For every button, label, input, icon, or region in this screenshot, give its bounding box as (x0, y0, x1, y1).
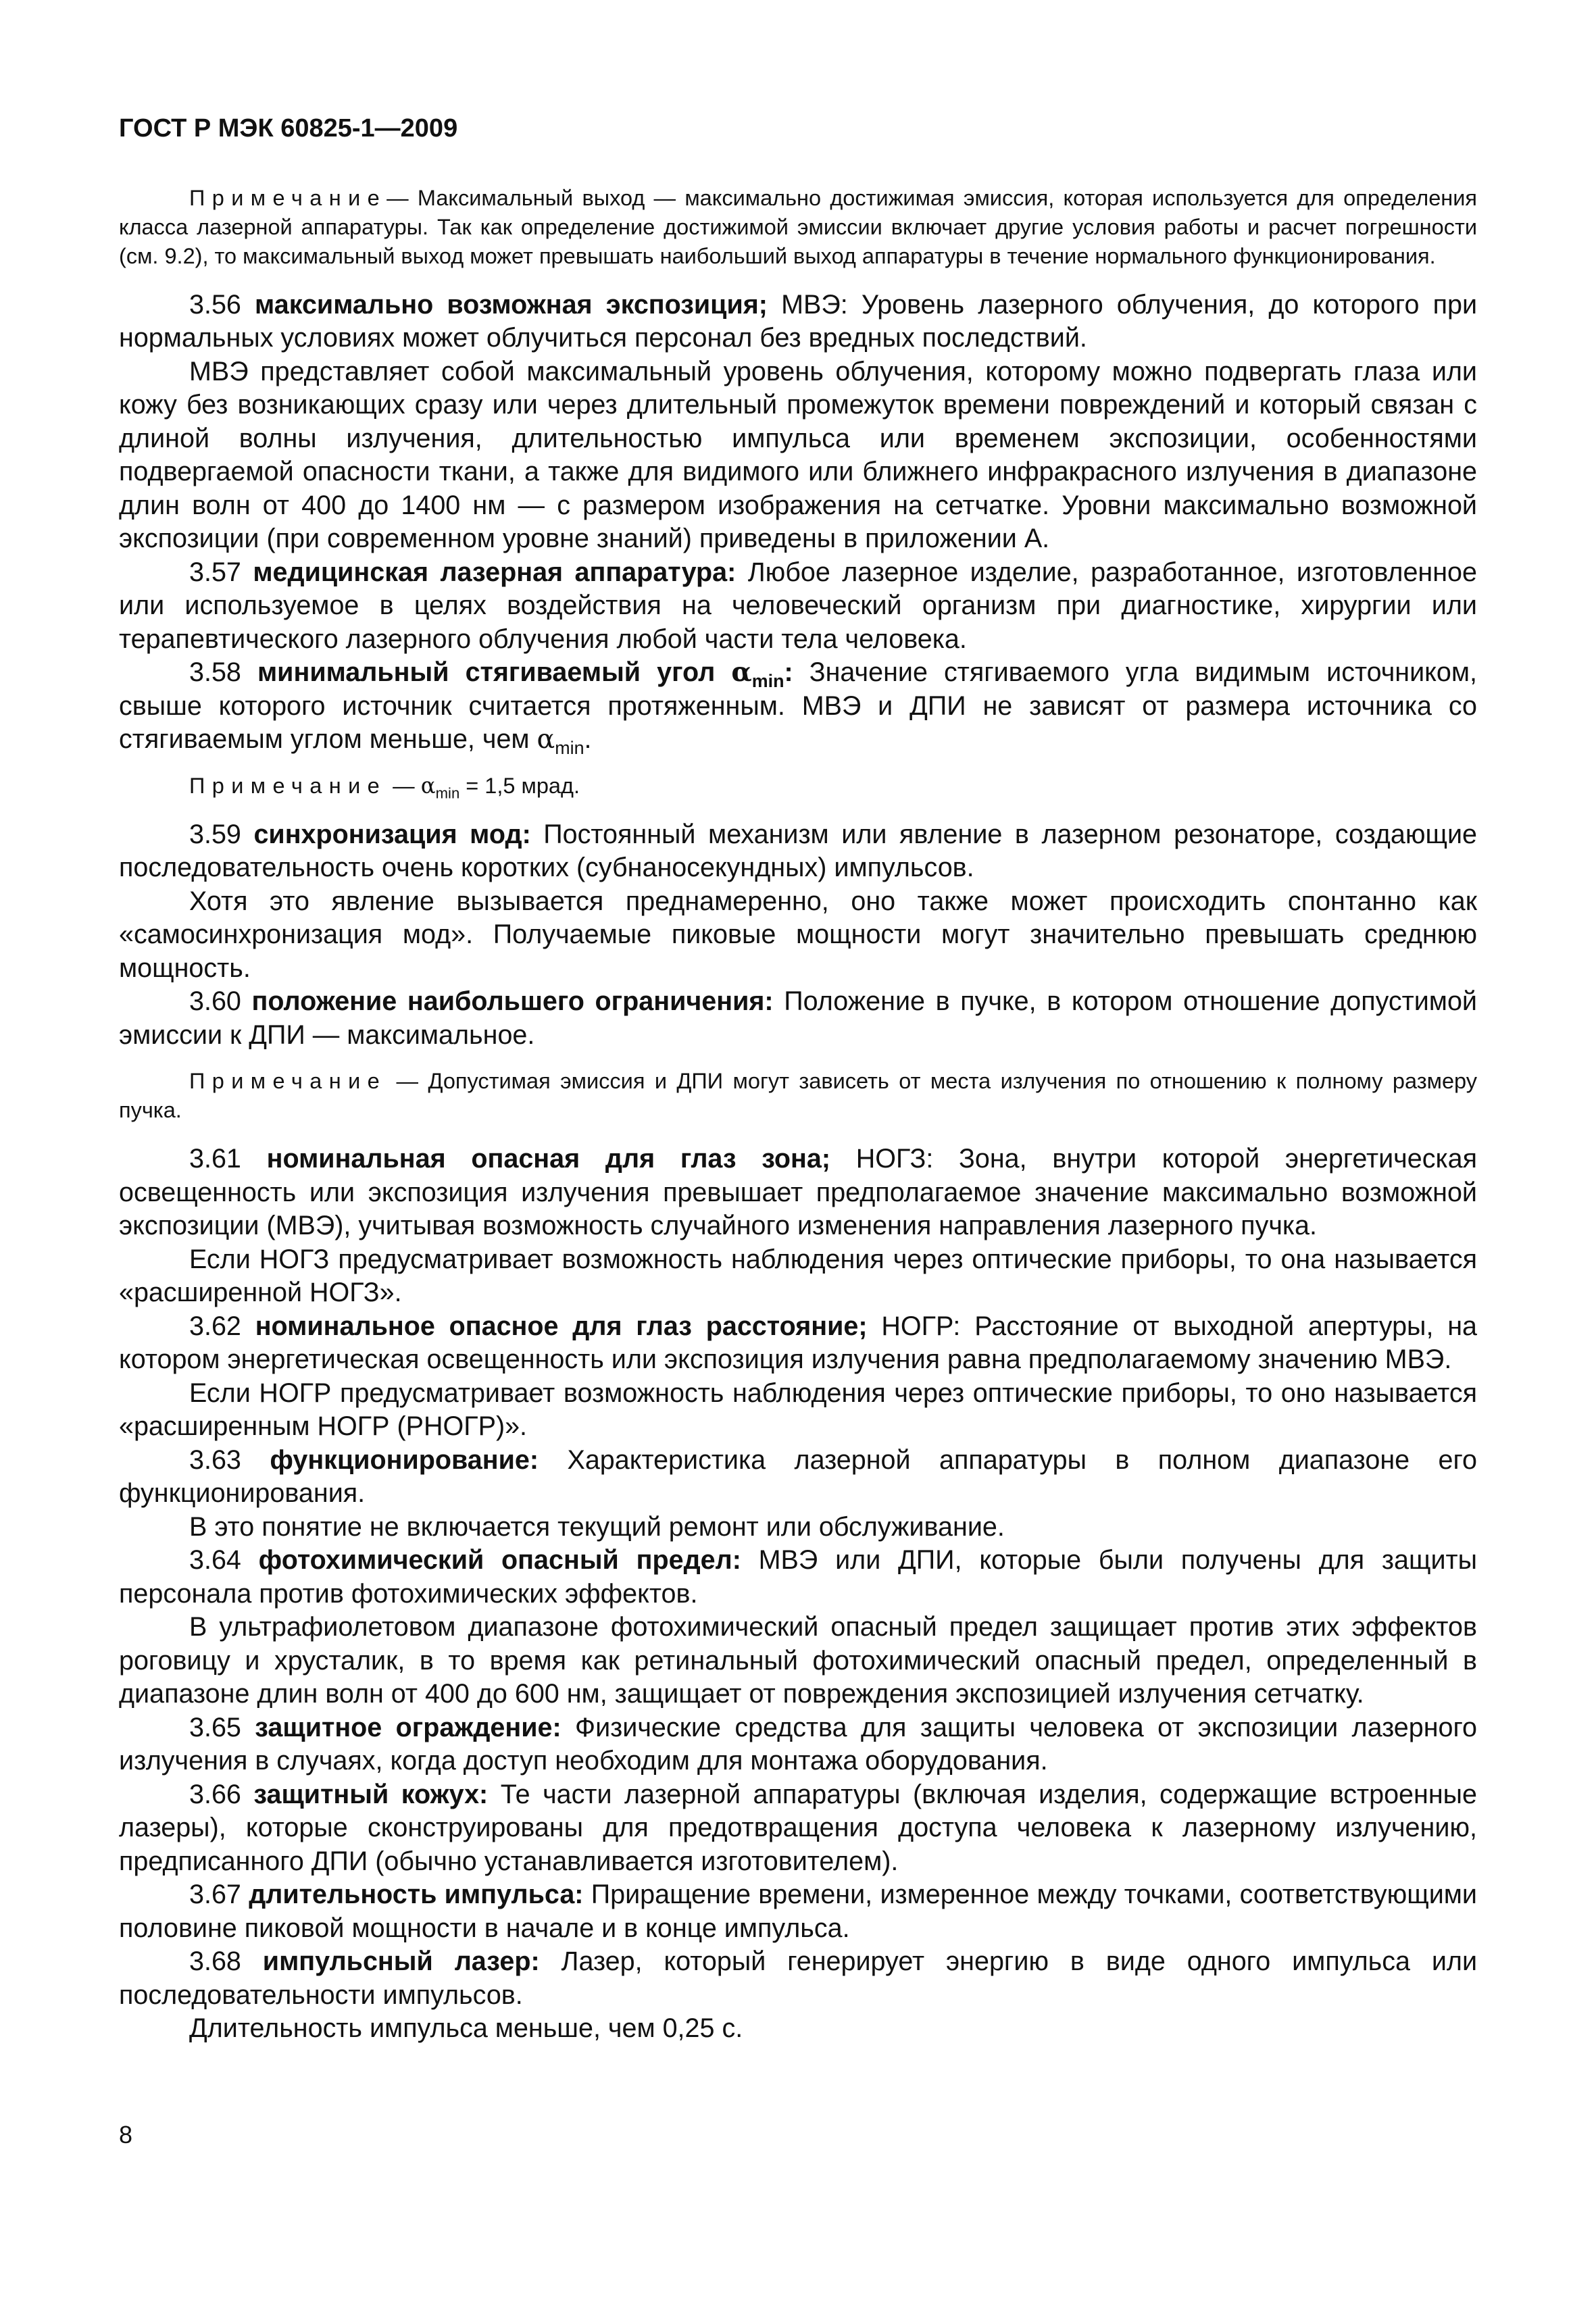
term-3-68: 3.68 импульсный лазер: Лазер, который генерирует энергию в виде одного импульса или последовательности импульсов. (119, 1946, 1478, 2010)
term-3-61: 3.61 номинальная опасная для глаз зона; НОГЗ: Зона, внутри которой энергетическая освещенность или экспозиция излучения превышает предполагаемое значение максимально возможной экспозиции (МВЭ), учитывая возможность случайного изменения направления лазерного пучка. (119, 1144, 1477, 1241)
term-3-59-explanation: Хотя это явление вызывается преднамеренно, оно также может происходить спонтанно как «самосинхронизация мод». Получаемые пиковые мощности могут значительно превышать среднюю мощность. (119, 886, 1477, 983)
document-header: ГОСТ Р МЭК 60825-1—2009 (119, 114, 458, 143)
term-definition: Постоянный механизм или явление в лазерном резонаторе, создающие последовательность очень коротких (субнаносекундных) импульсов. (119, 819, 1477, 883)
term-title: защитное ограждение: (255, 1712, 562, 1742)
term-definition: Положение в пучке, в котором отношение допустимой эмиссии к ДПИ — максимальное. (119, 986, 1477, 1050)
term-definition: Приращение времени, измеренное между точками, соответствующими половине пиковой мощности в начале и в конце импульса. (119, 1880, 1477, 1943)
term-definition: МВЭ: Уровень лазерного облучения, до которого при нормальных условиях может облучиться персонал без вредных последствий. (119, 289, 1478, 353)
term-definition: Значение стягиваемого угла видимым источником, свыше которого источник считается протяженным. МВЭ и ДПИ не зависят от размера источника со стягиваемым углом меньше, чем (119, 657, 1477, 755)
term-3-63: 3.63 функционирование: Характеристика лазерной аппаратуры в полном диапазоне его функционирования. (119, 1444, 1477, 1509)
term-3-62-explanation: Если НОГР предусматривает возможность наблюдения через оптические приборы, то оно называется «расширенным НОГР (РНОГР)». (119, 1378, 1477, 1442)
term-title: номинальная опасная для глаз зона; (266, 1144, 830, 1174)
term-3-59: 3.59 синхронизация мод: Постоянный механизм или явление в лазерном резонаторе, создающие последовательность очень коротких (субнаносекундных) импульсов. (119, 819, 1477, 883)
note-text: — Максимальный выход — максимально достижимая эмиссия, которая используется для определения класса лазерной аппаратуры. Так как определение достижимой эмиссии включает другие условия работы и расчет погрешности (см. 9.2), то максимальный выход может превышать наибольший выход аппаратуры в течение нормального функционирования. (119, 185, 1477, 268)
document-page (119, 114, 1477, 2046)
term-title: защитный кожух: (253, 1779, 489, 1809)
alpha-symbol: α (420, 772, 436, 799)
term-definition: Лазер, который генерирует энергию в виде одного импульса или последовательности импульсов. (119, 1946, 1478, 2010)
term-3-56-explanation: МВЭ представляет собой максимальный уровень облучения, которому можно подвергать глаза или кожу без возникающих сразу или через длительный промежуток времени повреждений и который связан с длиной волны излучения, длительностью импульса или временем экспозиции, особенностями подвергаемой опасности ткани, а также для видимого или ближнего инфракрасного излучения в диапазоне длин волн от 400 до 1400 нм — с размером изображения на сетчатке. Уровни максимально возможной экспозиции (при современном уровне знаний) приведены в приложении А. (119, 356, 1477, 554)
note-text: — Допустимая эмиссия и ДПИ могут зависеть от места излучения по отношению к полному размеру пучка. (119, 1069, 1477, 1123)
term-title: максимально возможная экспозиция; (255, 289, 768, 320)
term-3-61-explanation: Если НОГЗ предусматривает возможность наблюдения через оптические приборы, то она называется «расширенной НОГЗ». (119, 1244, 1477, 1308)
note-label: Примечание (189, 185, 387, 210)
term-title: импульсный лазер: (262, 1946, 540, 1977)
term-3-67: 3.67 длительность импульса: Приращение времени, измеренное между точками, соответствующими половине пиковой мощности в начале и в конце импульса. (119, 1880, 1477, 1943)
note-label: Примечание (189, 1069, 387, 1094)
note-max-output (119, 184, 1477, 271)
note-value: = 1,5 мрад. (459, 773, 580, 798)
term-definition: Любое лазерное изделие, разработанное, изготовленное или используемое в целях воздействия на человеческий организм при диагностике, хирургии или терапевтического лазерного облучения любой части тела человека. (119, 557, 1477, 654)
term-3-68-explanation: Длительность импульса меньше, чем 0,25 с. (189, 2013, 743, 2044)
min-subscript: min (751, 670, 784, 691)
term-title: минимальный стягиваемый угол $\alpha_{min}$: (257, 657, 793, 691)
term-3-62: 3.62 номинальное опасное для глаз расстояние; НОГР: Расстояние от выходной апертуры, на котором энергетическая освещенность или экспозиция излучения равна предполагаемому значению МВЭ. (119, 1311, 1477, 1375)
term-3-66: 3.66 защитный кожух: Те части лазерной аппаратуры (включая изделия, содержащие встроенные лазеры), которые сконструированы для предотвращения доступа человека к лазерному излучению, предписанного ДПИ (обычно устанавливается изготовителем). (119, 1779, 1478, 1876)
term-definition: НОГЗ: Зона, внутри которой энергетическая освещенность или экспозиция излучения превышает предполагаемое значение максимально возможной экспозиции (МВЭ), учитывая возможность случайного изменения направления лазерного пучка. (119, 1144, 1477, 1241)
term-definition: МВЭ или ДПИ, которые были получены для защиты персонала против фотохимических эффектов. (119, 1545, 1478, 1609)
term-3-63-explanation: В это понятие не включается текущий ремонт или обслуживание. (189, 1511, 1005, 1542)
min-subscript: min (435, 784, 460, 802)
term-title: фотохимический опасный предел: (258, 1545, 741, 1576)
page-number: 8 (119, 2121, 133, 2148)
term-definition: Те части лазерной аппаратуры (включая изделия, содержащие встроенные лазеры), которые сконструированы для предотвращения доступа человека к лазерному излучению, предписанного ДПИ (обычно устанавливается изготовителем). (119, 1779, 1478, 1876)
alpha-symbol: α (537, 724, 555, 755)
term-3-56: 3.56 максимально возможная экспозиция; МВЭ: Уровень лазерного облучения, до которого при нормальных условиях может облучиться персонал без вредных последствий. (119, 289, 1478, 353)
term-definition: НОГР: Расстояние от выходной апертуры, на котором энергетическая освещенность или экспозиция излучения равна предполагаемому значению МВЭ. (119, 1311, 1477, 1375)
term-3-65: 3.65 защитное ограждение: Физические средства для защиты человека от экспозиции лазерного излучения в случаях, когда доступ необходим для монтажа оборудования. (119, 1712, 1477, 1776)
term-3-58: 3.58 минимальный стягиваемый угол $\alpha_{min}$: Значение стягиваемого угла видимым источником, свыше которого источник считается протяженным. МВЭ и ДПИ не зависят от размера источника со стягиваемым углом меньше, чем $\alpha_{min}$. (119, 657, 1477, 758)
alpha-symbol: α (731, 657, 752, 688)
term-definition: Физические средства для защиты человека от экспозиции лазерного излучения в случаях, когда доступ необходим для монтажа оборудования. (119, 1712, 1477, 1776)
term-title: медицинская лазерная аппаратура: (253, 557, 737, 587)
term-3-64-explanation: В ультрафиолетовом диапазоне фотохимический опасный предел защищает против этих эффектов роговицу и хрусталик, в то время как ретинальный фотохимический опасный предел, определенный в диапазоне длин волн от 400 до 600 нм, защищает от повреждения экспозицией излучения сетчатку. (119, 1612, 1477, 1709)
term-title: номинальное опасное для глаз расстояние; (255, 1311, 868, 1341)
term-title: функционирование: (270, 1444, 539, 1475)
term-title: синхронизация мод: (253, 819, 531, 849)
term-title: положение наибольшего ограничения: (251, 986, 774, 1017)
note-max-limit-position (119, 1067, 1477, 1125)
term-3-64: 3.64 фотохимический опасный предел: МВЭ или ДПИ, которые были получены для защиты персонала против фотохимических эффектов. (119, 1545, 1478, 1609)
note-alpha-min: Примечание — $\alpha_{min} = 1,5$ мрад. (189, 772, 580, 802)
min-subscript: min (555, 737, 584, 758)
term-title: длительность импульса: (249, 1880, 584, 1910)
term-definition: Характеристика лазерной аппаратуры в полном диапазоне его функционирования. (119, 1444, 1477, 1509)
note-label: Примечание (189, 773, 387, 798)
term-3-60: 3.60 положение наибольшего ограничения: Положение в пучке, в котором отношение допустимой эмиссии к ДПИ — максимальное. (119, 986, 1477, 1050)
term-3-57: 3.57 медицинская лазерная аппаратура: Любое лазерное изделие, разработанное, изготовленное или используемое в целях воздействия на человеческий организм при диагностике, хирургии или терапевтического лазерного облучения любой части тела человека. (119, 557, 1477, 654)
